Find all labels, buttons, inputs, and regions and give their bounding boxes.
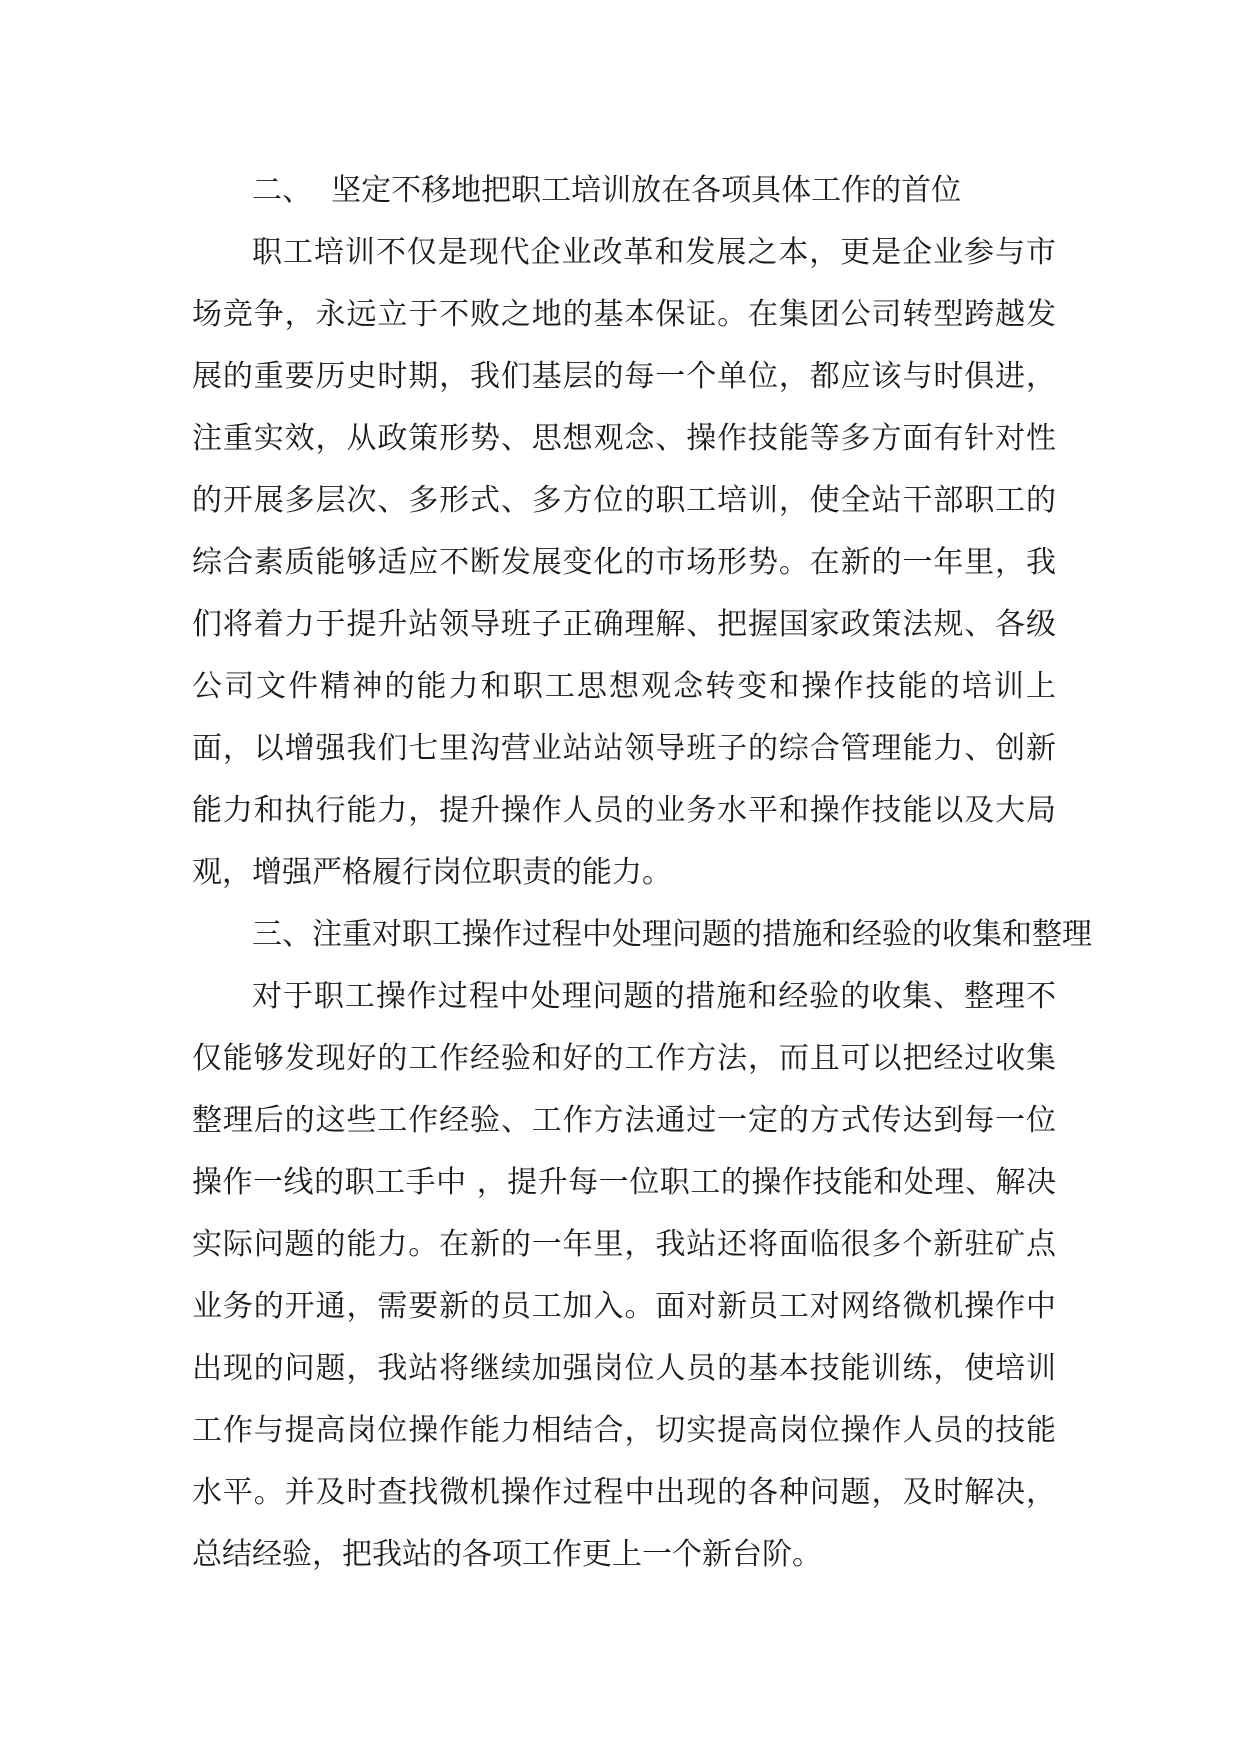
section-2-heading: 二、 坚定不移地把职工培训放在各项具体工作的首位 — [252, 173, 962, 208]
section-3-heading: 三、注重对职工操作过程中处理问题的措施和经验的收集和整理 — [252, 917, 1092, 952]
section-2-paragraph: 职工培训不仅是现代企业改革和发展之本，更是企业参与市场竞争，永远立于不败之地的基本保证。在集团公司转型跨越发展的重要历史时期，我们基层的每一个单位，都应该与时俱进，注重实效，从政策形势、思想观念、操作技能等多方面有针对性的开展多层次、多形式、多方位的职工培训，使全站干部职工的综合素质能够适应不断发展变化的市场形势。在新的一年里，我们将着力于提升站领导班子正确理解、把握国家政策法规、各级公司文件精神的能力和职工思想观念转变和操作技能的培训上面，以增强我们七里沟营业站站领导班子的综合管理能力、创新能力和执行能力，提升操作人员的业务水平和操作技能以及大局观，增强严格履行岗位职责的能力。 — [192, 235, 1056, 890]
section-3-paragraph: 对于职工操作过程中处理问题的措施和经验的收集、整理不仅能够发现好的工作经验和好的工作方法，而且可以把经过收集整理后的这些工作经验、工作方法通过一定的方式传达到每一位操作一线的职工手中 ，提升每一位职工的操作技能和处理、解决实际问题的能力。在新的一年里，我站还将面临很多个新驻矿点业务的开通，需要新的员工加入。面对新员工对网络微机操作中出现的问题，我站将继续加强岗位人员的基本技能训练，使培训工作与提高岗位操作能力相结合，切实提高岗位操作人员的技能水平。并及时查找微机操作过程中出现的各种问题，及时解决，总结经验，把我站的各项工作更上一个新台阶。 — [192, 979, 1056, 1572]
document-body — [192, 160, 1092, 1586]
